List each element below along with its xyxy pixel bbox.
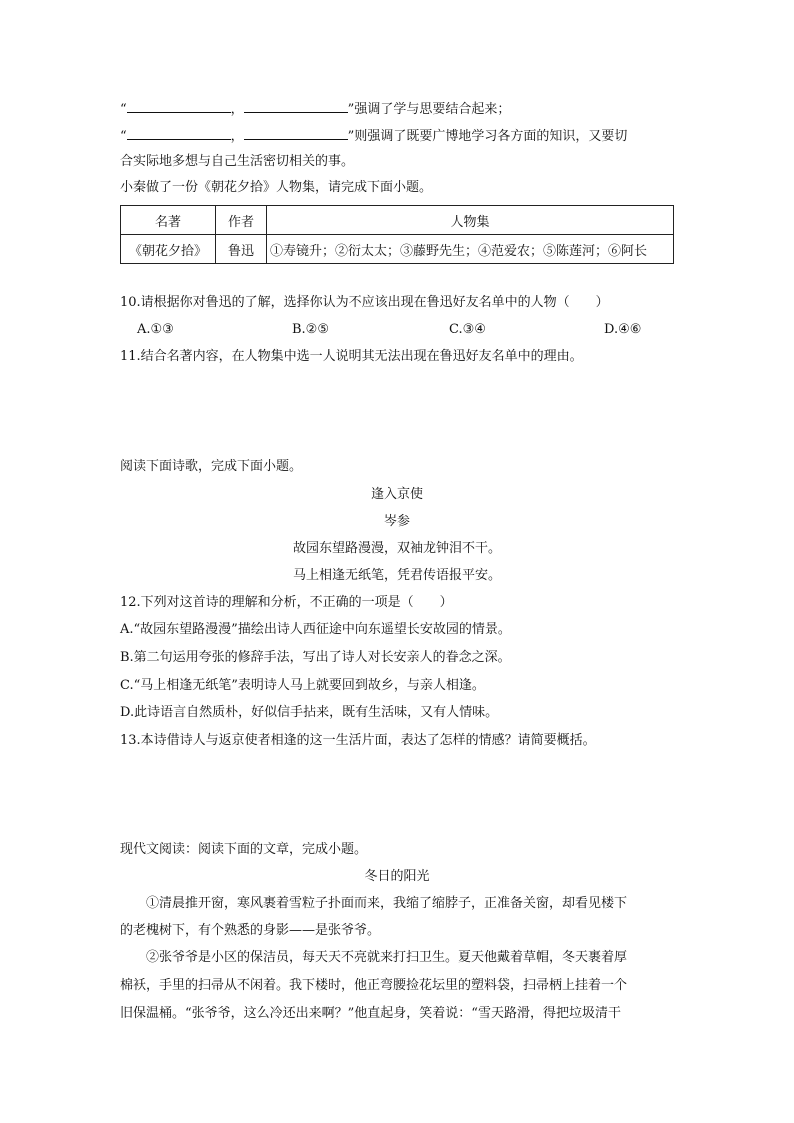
option-d[interactable]: D.④⑥ — [604, 322, 642, 337]
question-10: 10.请根据你对鲁迅的了解，选择你认为不应该出现在鲁迅好友名单中的人物（ ） — [120, 295, 609, 310]
comma: ， — [230, 102, 244, 117]
answer-blank[interactable] — [244, 125, 348, 140]
poem-intro: 阅读下面诗歌，完成下面小题。 — [120, 459, 303, 474]
option-b[interactable]: B.②⑤ — [292, 322, 329, 337]
poem-author: 岑参 — [383, 514, 410, 529]
character-table — [120, 205, 674, 264]
fill-line-1 — [120, 98, 510, 120]
essay-paragraph-2-line: 旧保温桶。“张爷爷，这么冷还出来啊？”他直起身，笑着说：“雪天路滑，得把垃圾清干 — [120, 1006, 621, 1021]
comma: ， — [230, 129, 244, 144]
fill-line-text: 强调了学与思要结合起来； — [354, 102, 511, 117]
modern-intro: 现代文阅读：阅读下面的文章，完成小题。 — [120, 842, 368, 857]
option-d[interactable]: D.此诗语言自然质朴，好似信手拈来，既有生活味，又有人情味。 — [120, 705, 499, 720]
table-header-cell: 人物集 — [267, 206, 674, 235]
fill-line-2 — [120, 125, 627, 147]
open-quote: “ — [120, 102, 127, 117]
fill-line-text: 则强调了既要广博地学习各方面的知识，又要切 — [354, 129, 628, 144]
option-c[interactable]: C.③④ — [449, 322, 486, 337]
answer-blank[interactable] — [127, 125, 231, 140]
answer-blank[interactable] — [127, 98, 231, 113]
table-cell-book: 《朝花夕拾》 — [121, 235, 216, 264]
poem-line-1: 故园东望路漫漫，双袖龙钟泪不干。 — [292, 541, 501, 556]
answer-blank[interactable] — [244, 98, 348, 113]
question-12: 12.下列对这首诗的理解和分析，不正确的一项是（ ） — [120, 595, 453, 610]
table-header-row — [121, 206, 674, 235]
table-intro: 小秦做了一份《朝花夕拾》人物集，请完成下面小题。 — [120, 180, 433, 195]
option-b[interactable]: B.第二句运用夸张的修辞手法，写出了诗人对长安亲人的眷念之深。 — [120, 650, 511, 665]
table-header-cell: 作者 — [216, 206, 267, 235]
table-cell-characters: ①寿镜升；②衍太太；③藤野先生；④范爱农；⑤陈莲河；⑥阿长 — [267, 235, 674, 264]
essay-paragraph-2-line: ②张爷爷是小区的保洁员，每天天不亮就来打扫卫生。夏天他戴着草帽，冬天裹着厚 — [146, 950, 628, 965]
close-quote: ” — [347, 129, 355, 144]
option-c[interactable]: C.“马上相逢无纸笔”表明诗人马上就要回到故乡，与亲人相逢。 — [120, 678, 485, 693]
essay-paragraph-1-line: 的老槐树下，有个熟悉的身影——是张爷爷。 — [120, 923, 381, 938]
fill-line-3: 合实际地多想与自己生活密切相关的事。 — [120, 154, 355, 169]
essay-paragraph-1-line: ①清晨推开窗，寒风裹着雪粒子扑面而来，我缩了缩脖子，正准备关窗，却看见楼下 — [146, 896, 628, 911]
option-a[interactable]: A.①③ — [137, 322, 174, 337]
table-cell-author: 鲁迅 — [216, 235, 267, 264]
open-quote: “ — [120, 129, 127, 144]
table-header-cell: 名著 — [121, 206, 216, 235]
table-row — [121, 235, 674, 264]
essay-title: 冬日的阳光 — [364, 869, 430, 884]
option-a[interactable]: A.“故园东望路漫漫”描绘出诗人西征途中向东遥望长安故园的情景。 — [120, 622, 511, 637]
close-quote: ” — [347, 102, 355, 117]
essay-paragraph-2-line: 棉袄，手里的扫帚从不闲着。我下楼时，他正弯腰捡花坛里的塑料袋，扫帚柄上挂着一个 — [120, 978, 628, 993]
question-13: 13.本诗借诗人与返京使者相逢的这一生活片面，表达了怎样的情感？请简要概括。 — [120, 733, 596, 748]
poem-title: 逢入京使 — [370, 487, 423, 502]
question-11: 11.结合名著内容，在人物集中选一人说明其无法出现在鲁迅好友名单中的理由。 — [120, 349, 583, 364]
poem-line-2: 马上相逢无纸笔，凭君传语报平安。 — [292, 568, 501, 583]
